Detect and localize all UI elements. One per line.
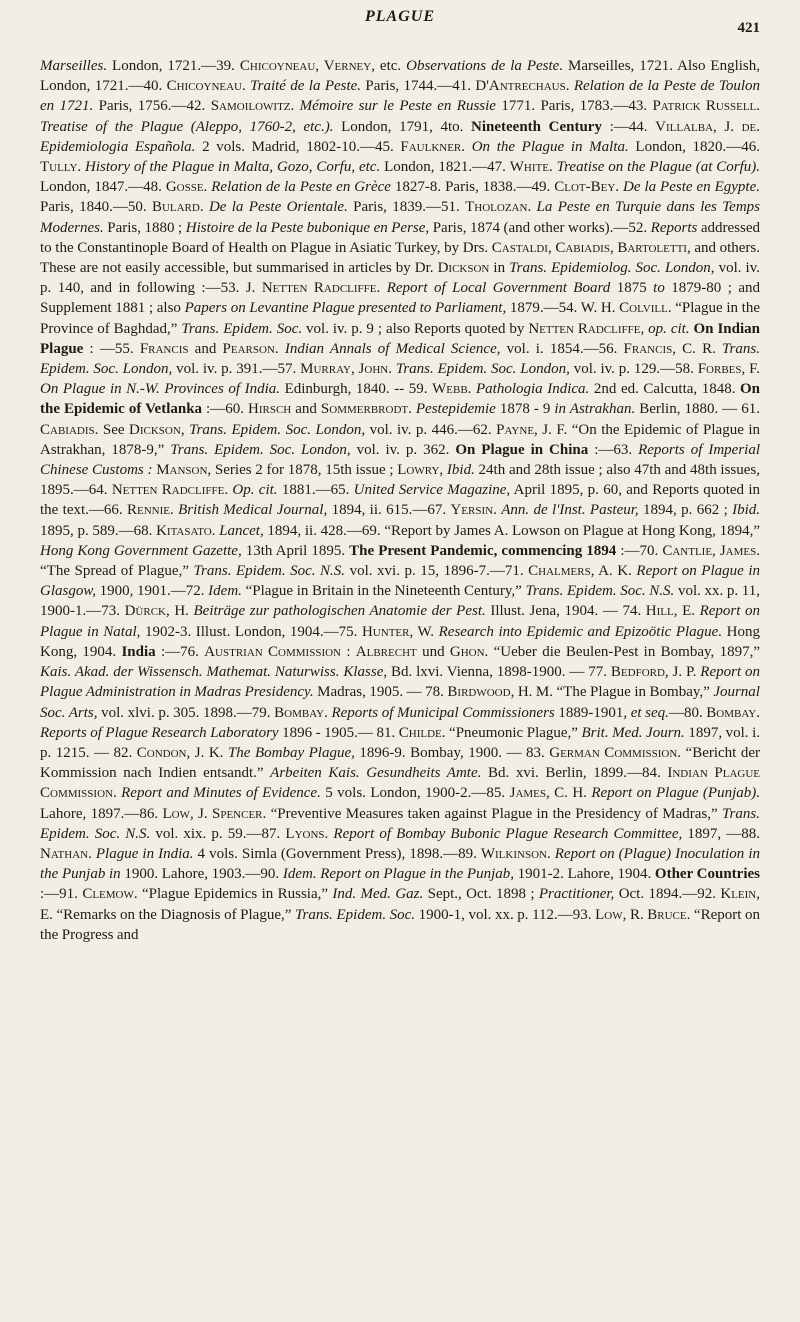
italic-title: La Peste en Turquie dans les Temps Modernes. [40, 199, 760, 236]
text-run: Bd. xvi. Berlin, 1899.—84. [481, 765, 668, 782]
text-run: “Report on the Progress and [40, 906, 760, 943]
text-run: Paris, 1744.—41. [361, 78, 476, 95]
text-run: “The Plague in Bombay,” [553, 684, 714, 701]
text-run: Paris, 1756.—42. [93, 98, 211, 115]
text-run: See [98, 421, 130, 438]
text-run: and others. These are not easily accessible, but summarised in articles by Dr. [40, 239, 760, 277]
italic-title: Report of Bombay Bubonic Plague Research Committee, [333, 825, 683, 842]
italic-title: Indian Annals of Medical Science, [284, 340, 501, 357]
text-run: 1894, ii. 615.—67. [327, 502, 451, 519]
author-name: Dickson [437, 260, 490, 277]
text-run: “Plague in the Province of Baghdad,” [40, 300, 760, 337]
italic-title: Ann. de l'Inst. Pasteur, [501, 502, 639, 519]
text-run: “Report by James A. Lowson on Plague at Hong Kong, 1894,” [384, 522, 761, 539]
author-name: Chicoyneau. [166, 78, 246, 95]
italic-title: Trans. Epidem. Soc. London, [170, 441, 351, 458]
italic-title: Ind. Med. Gaz. [332, 886, 424, 903]
bibliography-paragraph [40, 56, 760, 945]
author-name: Rennie. [127, 502, 174, 519]
author-name: Dickson, [129, 421, 185, 438]
author-name: Wilkinson. [480, 845, 551, 862]
text-run: 1901-2. Lahore, 1904. [514, 866, 655, 883]
italic-title: Trans. Epidem. Soc. [294, 906, 416, 923]
author-name: Condon, J. K. [136, 744, 224, 761]
author-name: Hunter, W. [361, 623, 435, 640]
italic-title: British Medical Journal, [178, 502, 328, 519]
italic-title: Arbeiten Kais. Gesundheits Amte. [270, 765, 482, 782]
text-run: vol. iv. p. 129.—58. [569, 361, 698, 378]
italic-title: Papers on Levantine Plague presented to Parliament, [184, 300, 507, 317]
italic-title: Trans. Epidem. Soc. London, [189, 421, 366, 438]
author-name: German Commission. [549, 744, 682, 761]
text-run: Sept., Oct. 1898 ; [423, 886, 539, 903]
italic-title: Ibid. [732, 502, 761, 519]
text-run: 1896 - 1905.— 81. [278, 724, 399, 741]
text-run: 1889-1901, [554, 704, 631, 721]
author-name: Yersin. [450, 502, 497, 519]
italic-title: Reports of Plague Research Laboratory [40, 724, 279, 741]
text-run: 1894, p. 662 ; [638, 502, 733, 519]
author-name: Clot-Bey. [554, 179, 620, 196]
running-head: PLAGUE [365, 8, 435, 25]
text-run: vol. iv. p. 391.—57. [172, 361, 301, 378]
italic-title: Trans. Epidemiolog. Soc. London, [509, 260, 715, 277]
author-name: Chicoyneau, Verney, [239, 58, 375, 74]
text-run: Oct. 1894.—92. [614, 886, 721, 903]
text-run [465, 139, 472, 155]
author-name: Nathan. [40, 845, 92, 862]
section-heading: India [121, 643, 156, 660]
text-run: Paris, 1840.—50. [40, 199, 152, 216]
author-name: Forbes, F. [697, 361, 761, 378]
italic-title: Practitioner, [538, 886, 615, 903]
text-run: Paris, 1880 ; [103, 219, 186, 236]
text-run: 1881.—65. [277, 482, 354, 499]
author-name: Tholozan. [465, 199, 532, 216]
text-run: 5 vols. London, 1900-2.—85. [320, 785, 510, 802]
author-name: Dürck, H. [124, 603, 189, 620]
italic-title: On the Plague in Malta. [471, 138, 629, 155]
italic-title: Trans. Epidem. Soc. London, [395, 361, 570, 378]
italic-title: Report on Plague (Punjab). [591, 785, 760, 802]
text-run: 1900-1, vol. xx. p. 112.—93. [415, 906, 596, 923]
author-name: Austrian Commission [204, 643, 341, 660]
text-run: 4 vols. Simla (Government Press), 1898.—89. [193, 845, 481, 862]
section-heading: On Plague in China [455, 441, 589, 458]
author-name: James, C. H. [509, 785, 587, 802]
page-header [40, 8, 760, 42]
text-run: “Plague Epidemics in Russia,” [137, 886, 333, 903]
italic-title: Beiträge zur pathologischen Anatomie der Pest. [193, 603, 486, 620]
italic-title: Marseilles. [40, 58, 108, 74]
author-name: Hirsch [248, 401, 292, 418]
text-run: London, 1821.—47. [380, 159, 510, 176]
author-name: Colvill. [619, 300, 672, 317]
italic-title: in Astrakhan. [554, 401, 636, 418]
text-run: “Preventive Measures taken against Plague in the Presidency of Madras,” [266, 805, 723, 822]
text-run: “Bericht der Kommission nach Indien entsandt.” [40, 744, 761, 782]
author-name: Bombay. [706, 704, 760, 721]
text-run: and [291, 401, 321, 418]
text-run: :—63. [588, 441, 639, 458]
author-name: Kitasato. [156, 522, 216, 539]
author-name: Low, J. Spencer. [162, 805, 267, 822]
author-name: Hill, E. [645, 603, 695, 620]
italic-title: Pathologia Indica. [476, 381, 590, 398]
author-name: Lyons. [285, 825, 329, 842]
text-run: April 1895, p. 60, and Reports quoted in the text.—66. [40, 482, 761, 519]
italic-title: On Plague in N.-W. Provinces of India. [40, 381, 280, 398]
italic-title: Trans. Epidem. Soc. N.S. [525, 583, 675, 600]
italic-title: Ibid. [446, 462, 475, 479]
text-run: London, 1721.—39. [107, 58, 240, 74]
italic-title: Report on Plague Administration in Madras Presidency. [40, 664, 760, 701]
page-number: 421 [737, 20, 760, 36]
text-run: —80. [668, 704, 707, 721]
text-run: 1771. Paris, 1783.—43. [495, 98, 653, 115]
text-run: Paris, 1874 (and other works).—52. [429, 219, 651, 236]
italic-title: to [653, 280, 665, 297]
italic-title: Mémoire sur le Peste en Russie [299, 98, 496, 115]
text-run: 1900, 1901.—72. [95, 583, 209, 600]
author-name: Pearson. [222, 340, 279, 357]
author-name: White. [509, 159, 553, 176]
text-run: and [188, 340, 223, 357]
author-name: Klein, E. [40, 886, 760, 923]
italic-title: Pestepidemie [415, 401, 496, 418]
italic-title: History of the Plague in Malta, Gozo, Corfu, etc. [85, 159, 381, 176]
text-run: 1827-8. Paris, 1838.—49. [390, 179, 555, 196]
italic-title: op. cit. [648, 320, 690, 337]
author-name: Bombay. [274, 704, 328, 721]
text-run: “The Spread of Plague,” [40, 563, 194, 580]
italic-title: Report on Plague in Natal, [40, 603, 760, 640]
text-run: Edinburgh, 1840. -- 59. [280, 381, 433, 398]
text-run: 1897, vol. i. p. 1215. — 82. [40, 724, 761, 761]
text-run: : [341, 643, 356, 660]
text-run: Marseilles, 1721. Also English, London, 1721.—40. [40, 58, 761, 95]
section-heading: Nineteenth Century [471, 118, 602, 135]
text-run: London, 1791, 4to. [333, 118, 472, 135]
author-name: Birdwood, H. M. [447, 684, 554, 701]
text-run: London, 1847.—48. [40, 179, 166, 196]
italic-title: Idem. [208, 583, 242, 600]
italic-title: The Bombay Plague, [227, 744, 355, 761]
text-run: vol. i. 1854.—56. [500, 340, 624, 357]
author-name: Tully. [40, 159, 82, 176]
text-run: 2nd ed. Calcutta, 1848. [589, 381, 741, 398]
italic-title: Trans. Epidem. Soc. [181, 320, 303, 337]
author-name: Murray, John. [300, 361, 392, 378]
italic-title: Reports of Imperial Chinese Customs : [40, 441, 760, 479]
text-run: 13th April 1895. [241, 542, 350, 559]
text-run: :—60. [202, 401, 248, 418]
text-run: Paris, 1839.—51. [347, 199, 466, 216]
text-run: Illust. Jena, 1904. — 74. [485, 603, 646, 620]
text-run: 1875 [610, 280, 654, 297]
section-heading: Other Countries [654, 866, 760, 883]
author-name: Childe. [398, 724, 446, 741]
author-name: Indian Plague Commission. [40, 765, 761, 802]
italic-title: Histoire de la Peste bubonique en Perse, [185, 219, 430, 236]
italic-title: Report of Local Government Board [386, 280, 611, 297]
text-run: 1900. Lahore, 1903.—90. [120, 866, 283, 883]
italic-title: Epidemiologia Española. [40, 138, 196, 155]
italic-title: Observations de la Peste. [406, 58, 564, 74]
text-run: :—44. [601, 118, 656, 135]
italic-title: Report on Plague in Glasgow, [40, 563, 760, 600]
section-heading: The Present Pandemic, commencing 1894 [349, 542, 617, 559]
text-run: “Remarks on the Diagnosis of Plague,” [52, 906, 295, 923]
italic-title: Report and Minutes of Evidence. [121, 785, 321, 802]
italic-title: Trans. Epidem. Soc. N.S. [193, 563, 346, 580]
text-run: 1897, —88. [682, 825, 760, 842]
author-name: Francis [139, 340, 189, 357]
italic-title: Relation de la Peste de Toulon en 1721. [40, 78, 760, 115]
text-run: vol. iv. p. 362. [350, 441, 456, 458]
author-name: D'Antrechaus. [475, 78, 570, 95]
author-name: Netten Radcliffe. [111, 482, 229, 499]
author-name: Francis, C. R. [623, 340, 716, 357]
text-run: Bd. lxvi. Vienna, 1898-1900. — 77. [387, 664, 611, 681]
text-run: 2 vols. Madrid, 1802-10.—45. [195, 138, 401, 155]
italic-title: Traité de la Peste. [250, 78, 362, 95]
text-run: 1879-80 ; and Supplement 1881 ; also [40, 280, 761, 317]
text-run: Berlin, 1880. — 61. [635, 401, 761, 418]
bibliography-text [40, 56, 760, 945]
section-heading: On the Epidemic of Vetlanka [40, 381, 761, 418]
italic-title: Kais. Akad. der Wissensch. Mathemat. Naturwiss. Klasse, [40, 664, 388, 681]
text-run: “Pneumonic Plague,” [445, 724, 582, 741]
text-run: addressed to the Constantinople Board of Health on Plague in Asiatic Turkey, by Drs. [40, 219, 761, 256]
author-name: Clemow. [82, 886, 138, 903]
italic-title: Plague in India. [95, 845, 194, 862]
text-run: Lahore, 1897.—86. [40, 805, 163, 822]
text-run: :—70. [616, 542, 663, 559]
italic-title: et seq. [630, 704, 669, 721]
author-name: Albrecht [355, 643, 417, 660]
italic-title: Journal Soc. Arts, [40, 684, 760, 721]
text-run: vol. xx. p. 11, 1900-1.—73. [40, 583, 760, 620]
text-run: Madras, 1905. — 78. [313, 684, 448, 701]
italic-title: Trans. Epidem. Soc. N.S. [40, 805, 760, 842]
author-name: Netten Radcliffe, [528, 320, 645, 337]
italic-title: Research into Epidemic and Epizoötic Plague. [438, 623, 723, 640]
text-run: vol. iv. p. 140, and in following :—53. J. [40, 260, 760, 297]
author-name: Gosse. [165, 179, 208, 196]
italic-title: Treatise of the Plague (Aleppo, 1760-2, etc.). [40, 118, 334, 135]
text-run: in [489, 260, 510, 277]
italic-title: De la Peste en Egypte. [623, 179, 760, 196]
text-run: Series 2 for 1878, 15th issue ; [211, 462, 398, 479]
author-name: Low, R. Bruce. [595, 906, 691, 923]
text-run: “On the Epidemic of Plague in Astrakhan, 1878-9,” [40, 421, 761, 458]
italic-title: De la Peste Orientale. [208, 199, 348, 216]
text-run: : —55. [83, 340, 140, 357]
author-name: Samoilowitz. [210, 98, 295, 115]
text-run: vol. iv. p. 9 ; also Reports quoted by [302, 320, 529, 337]
italic-title: Brit. Med. Journ. [581, 724, 685, 741]
text-run: “Ueber die Beulen-Pest in Bombay, 1897,” [488, 643, 760, 660]
author-name: Webb. [432, 381, 472, 398]
italic-title: Reports [650, 219, 698, 236]
text-run: vol. iv. p. 446.—62. [365, 421, 497, 438]
author-name: Faulkner. [400, 138, 466, 155]
author-name: Bedford, J. P. [610, 664, 697, 681]
text-run: 1895, p. 589.—68. [40, 522, 157, 539]
text-run: 1879.—54. W. H. [506, 300, 620, 317]
text-run: 1894, ii. 428.—69. [263, 522, 385, 539]
author-name: Castaldi, Cabiadis, Bartoletti, [491, 239, 691, 256]
text-run: :—76. [155, 643, 205, 660]
italic-title: Lancet, [219, 522, 264, 539]
text-run: :—91. [40, 886, 83, 903]
author-name: Manson, [156, 462, 212, 479]
text-run: “Plague in Britain in the Nineteenth Century,” [241, 583, 526, 600]
text-run: vol. xlvi. p. 305. 1898.—79. [97, 704, 275, 721]
author-name: Sommerbrodt. [320, 401, 412, 418]
italic-title: Treatise on the Plague (at Corfu). [556, 159, 761, 176]
text-run: und [416, 643, 450, 660]
text-run: vol. xvi. p. 15, 1896-7.—71. [345, 563, 529, 580]
italic-title: Relation de la Peste en Grèce [211, 179, 391, 196]
author-name: Netten Radcliffe. [261, 280, 381, 297]
author-name: Ghon. [449, 643, 489, 660]
author-name: Lowry, [397, 462, 444, 479]
author-name: Payne, J. F. [496, 421, 568, 438]
author-name: Cabiadis. [40, 421, 99, 438]
author-name: Patrick Russell. [652, 98, 761, 115]
text-run: 1896-9. Bombay, 1900. — 83. [354, 744, 550, 761]
text-run: London, 1820.—46. [628, 138, 760, 155]
text-run: Hong Kong, 1904. [40, 623, 760, 660]
italic-title: Op. cit. [232, 482, 278, 499]
section-heading: On Indian Plague [40, 320, 760, 357]
italic-title: Trans. Epidem. Soc. London, [40, 340, 760, 378]
text-run: 1878 - 9 [495, 401, 555, 418]
italic-title: Hong Kong Government Gazette, [40, 542, 242, 559]
text-run: etc. [374, 58, 407, 74]
text-run: vol. xix. p. 59.—87. [150, 825, 286, 842]
text-run: 1902-3. Illust. London, 1904.—75. [140, 623, 362, 640]
author-name: Chalmers, A. K. [528, 563, 632, 580]
italic-title: Reports of Municipal Commissioners [331, 704, 555, 721]
author-name: Bulard. [151, 199, 204, 216]
author-name: Villalba, J. de. [655, 118, 761, 135]
italic-title: Idem. Report on Plague in the Punjab, [282, 866, 514, 883]
author-name: Cantlie, James. [662, 542, 760, 559]
text-run: 24th and 28th issue ; also 47th and 48th issues, 1895.—64. [40, 462, 761, 499]
italic-title: Report on (Plague) Inoculation in the Punjab in [40, 845, 760, 883]
italic-title: United Service Magazine, [353, 482, 511, 499]
